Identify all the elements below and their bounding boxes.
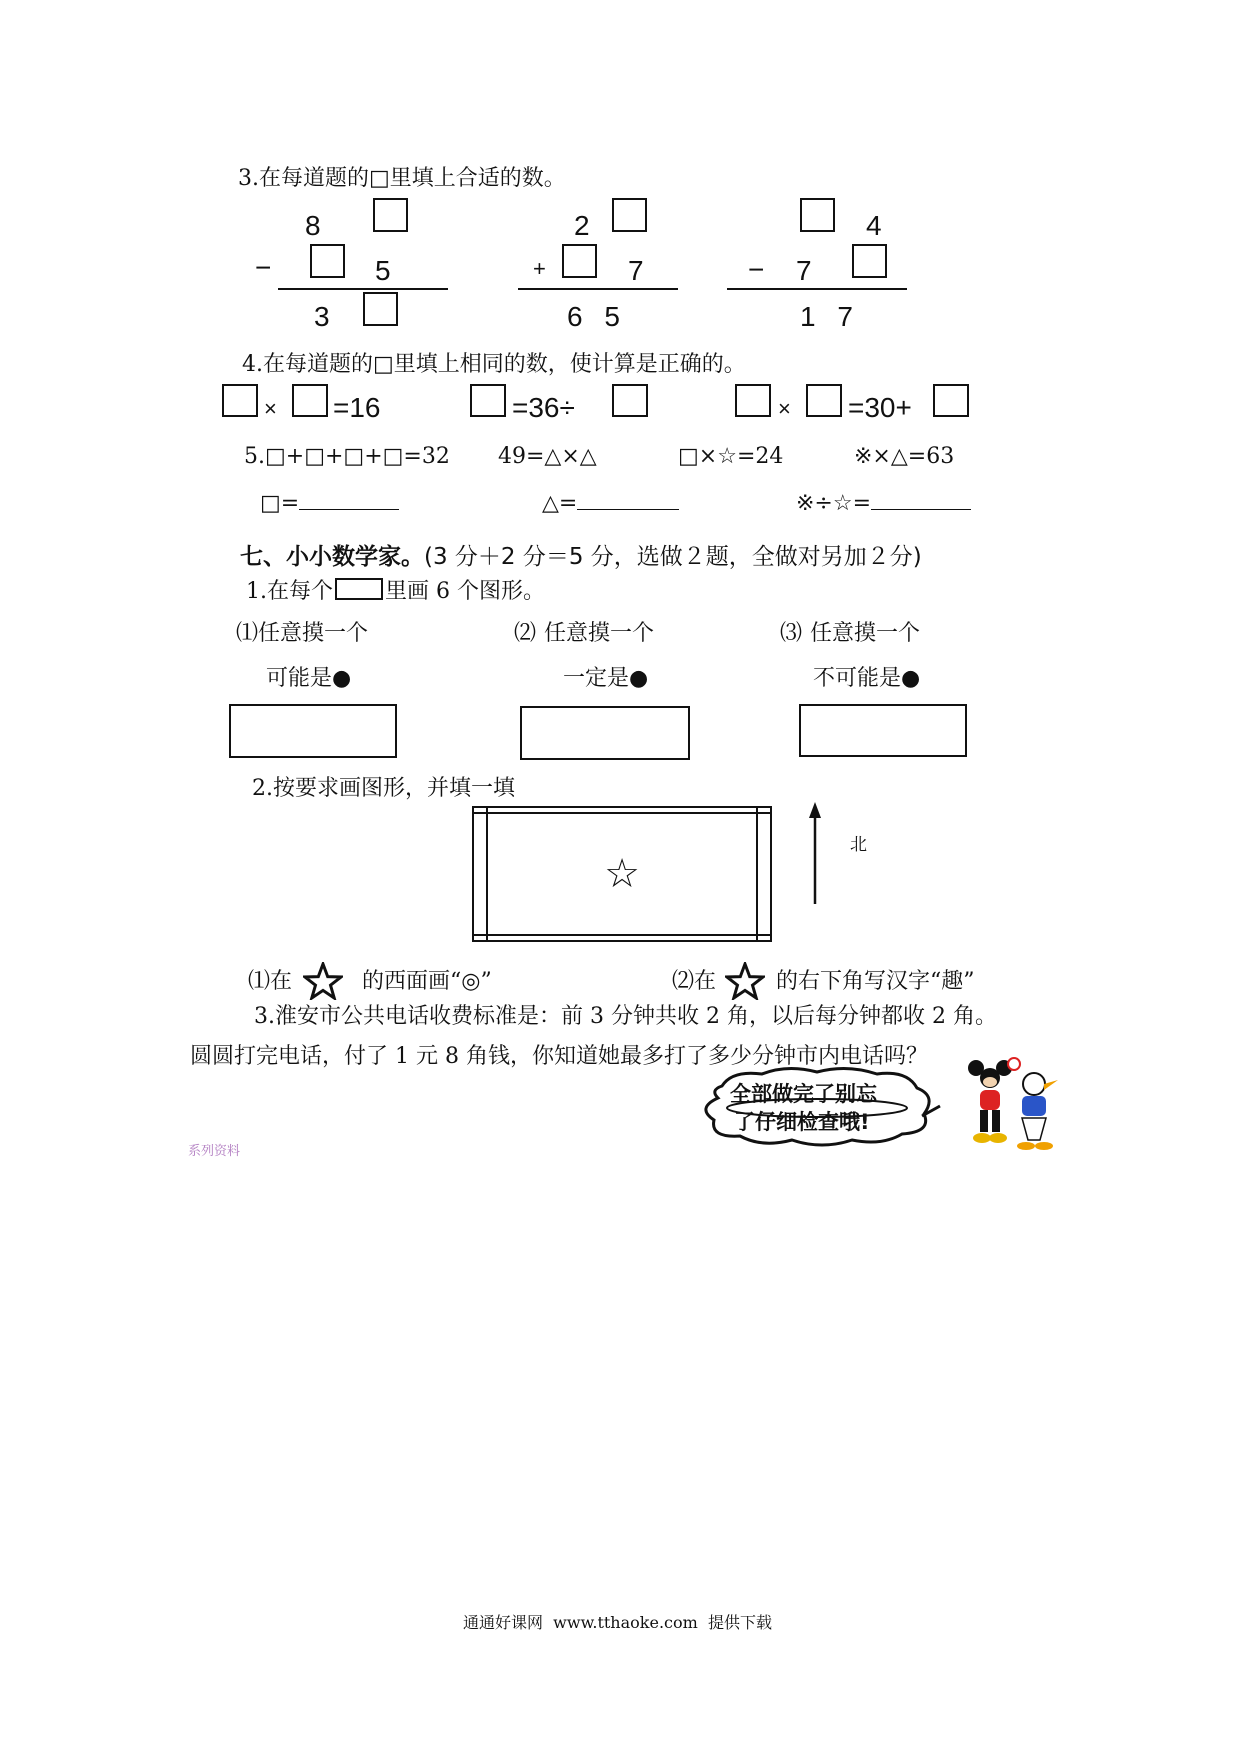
drawing-box-2[interactable] (520, 706, 690, 760)
star-outline-icon (303, 962, 343, 1000)
answer-box[interactable] (562, 244, 597, 278)
q5-answer-2 (542, 493, 679, 515)
answer-box[interactable] (800, 198, 835, 232)
item-number: ⑴ (236, 621, 259, 646)
digit: 1 7 (800, 301, 853, 332)
north-label: 北 (850, 835, 867, 855)
digit: 7 (628, 255, 644, 286)
answer-box[interactable] (373, 198, 408, 232)
star-icon: ☆ (604, 850, 640, 897)
item-text: 任意摸一个 (810, 621, 921, 646)
bubble-line-2: 了仔细检查哦! (734, 1110, 870, 1134)
section-seven-heading (240, 538, 922, 571)
answer-box[interactable] (222, 384, 258, 417)
equation-result: =16 (333, 392, 381, 423)
answer-box[interactable] (470, 384, 506, 417)
q5-answer-3 (796, 493, 971, 515)
answer-box[interactable] (852, 244, 887, 278)
digit: 2 (574, 210, 590, 241)
q5-answer-label: △= (542, 491, 578, 516)
q3-prompt: 3.在每道题的□里填上合适的数。 (238, 166, 566, 191)
digit: 3 (314, 301, 330, 332)
operator: − (255, 252, 272, 283)
q7-1-item-1-line1 (236, 623, 368, 645)
drawing-box-3[interactable] (799, 704, 967, 757)
answer-box[interactable] (735, 384, 771, 417)
answer-blank[interactable] (871, 509, 971, 510)
q7-1-item-2-line1 (514, 623, 654, 645)
section-title: 七、小小数学家。 (240, 544, 424, 570)
q7-2-prompt: 2.按要求画图形，并填一填 (252, 776, 515, 801)
q7-1-item-2-line2: 一定是● (563, 666, 649, 691)
grid-cell[interactable] (473, 935, 487, 941)
grid-cell[interactable] (757, 935, 771, 941)
q7-3-line2: 圆圆打完电话，付了 1 元 8 角钱，你知道她最多打了多少分钟市内电话吗？ (190, 1044, 928, 1069)
answer-blank[interactable] (577, 509, 679, 510)
footer-text: 通通好课网 www.tthaoke.com 提供下载 (463, 1613, 772, 1632)
item-text: 任意摸一个 (544, 621, 655, 646)
q7-3-line1: 3.淮安市公共电话收费标准是：前 3 分钟共收 2 角，以后每分钟都收 2 角。 (254, 1004, 997, 1029)
operator: − (748, 254, 765, 285)
position-grid (472, 806, 772, 942)
sum-line (278, 288, 448, 290)
grid-cell[interactable] (487, 935, 757, 941)
q5-equation-2: 49=△×△ (498, 444, 597, 469)
q7-1-prompt (246, 578, 545, 603)
item-number: ⑵ (514, 621, 537, 646)
digit: 7 (796, 255, 812, 286)
prompt-text: 1.在每个 (246, 579, 333, 604)
watermark-text: 系列资料 (188, 1144, 241, 1159)
answer-box[interactable] (310, 244, 345, 278)
grid-cell-star[interactable] (487, 813, 757, 935)
star-outline-icon (725, 962, 765, 1000)
prompt-text: 里画 6 个图形。 (385, 579, 545, 604)
answer-box[interactable] (612, 198, 647, 232)
rect-symbol (335, 578, 383, 600)
grid-cell[interactable] (473, 813, 487, 935)
q5-equation-4: ※×△=63 (854, 444, 955, 469)
times-sign: × (264, 396, 277, 421)
q5-equation-3: □×☆=24 (678, 444, 784, 469)
q4-prompt: 4.在每道题的□里填上相同的数，使计算是正确的。 (242, 352, 746, 377)
item-text: 任意摸一个 (258, 621, 369, 646)
answer-blank[interactable] (299, 509, 399, 510)
sub-text: ⑴在 (248, 969, 293, 994)
digit: 8 (305, 210, 321, 241)
bubble-line-1: 全部做完了别忘 (730, 1082, 877, 1106)
operator: + (533, 256, 546, 281)
drawing-box-1[interactable] (229, 704, 397, 758)
item-number: ⑶ (780, 621, 803, 646)
sub-text: 的西面画“◎” (362, 969, 492, 994)
q5-answer-label: □= (260, 491, 300, 516)
equation-result: =36÷ (512, 392, 575, 423)
digit: 6 5 (567, 301, 620, 332)
q7-1-item-3-line2: 不可能是● (813, 666, 921, 691)
sub-text: 的右下角写汉字“趣” (776, 969, 975, 994)
section-scoring: (3 分＋2 分＝5 分，选做２题，全做对另加２分) (424, 544, 922, 570)
equation-result: =30+ (848, 392, 912, 423)
answer-box[interactable] (933, 384, 969, 417)
answer-box[interactable] (612, 384, 648, 417)
q7-1-item-1-line2: 可能是● (266, 666, 352, 691)
sum-line (727, 288, 907, 290)
q7-2-sub-2 (672, 962, 975, 1000)
grid-cell[interactable] (757, 813, 771, 935)
q5-equation-1: 5.□+□+□+□=32 (244, 444, 450, 469)
answer-box[interactable] (292, 384, 328, 417)
north-arrow-icon (800, 800, 840, 906)
q5-answer-1 (260, 493, 399, 515)
sub-text: ⑵在 (672, 969, 717, 994)
q5-answer-label: ※÷☆= (796, 491, 872, 516)
q7-2-sub-1 (248, 962, 492, 1000)
sum-line (518, 288, 678, 290)
digit: 4 (866, 210, 882, 241)
cartoon-characters-icon (962, 1056, 1062, 1156)
digit: 5 (375, 255, 391, 286)
answer-box[interactable] (363, 292, 398, 326)
answer-box[interactable] (806, 384, 842, 417)
q7-1-item-3-line1 (780, 623, 920, 645)
times-sign: × (778, 396, 791, 421)
